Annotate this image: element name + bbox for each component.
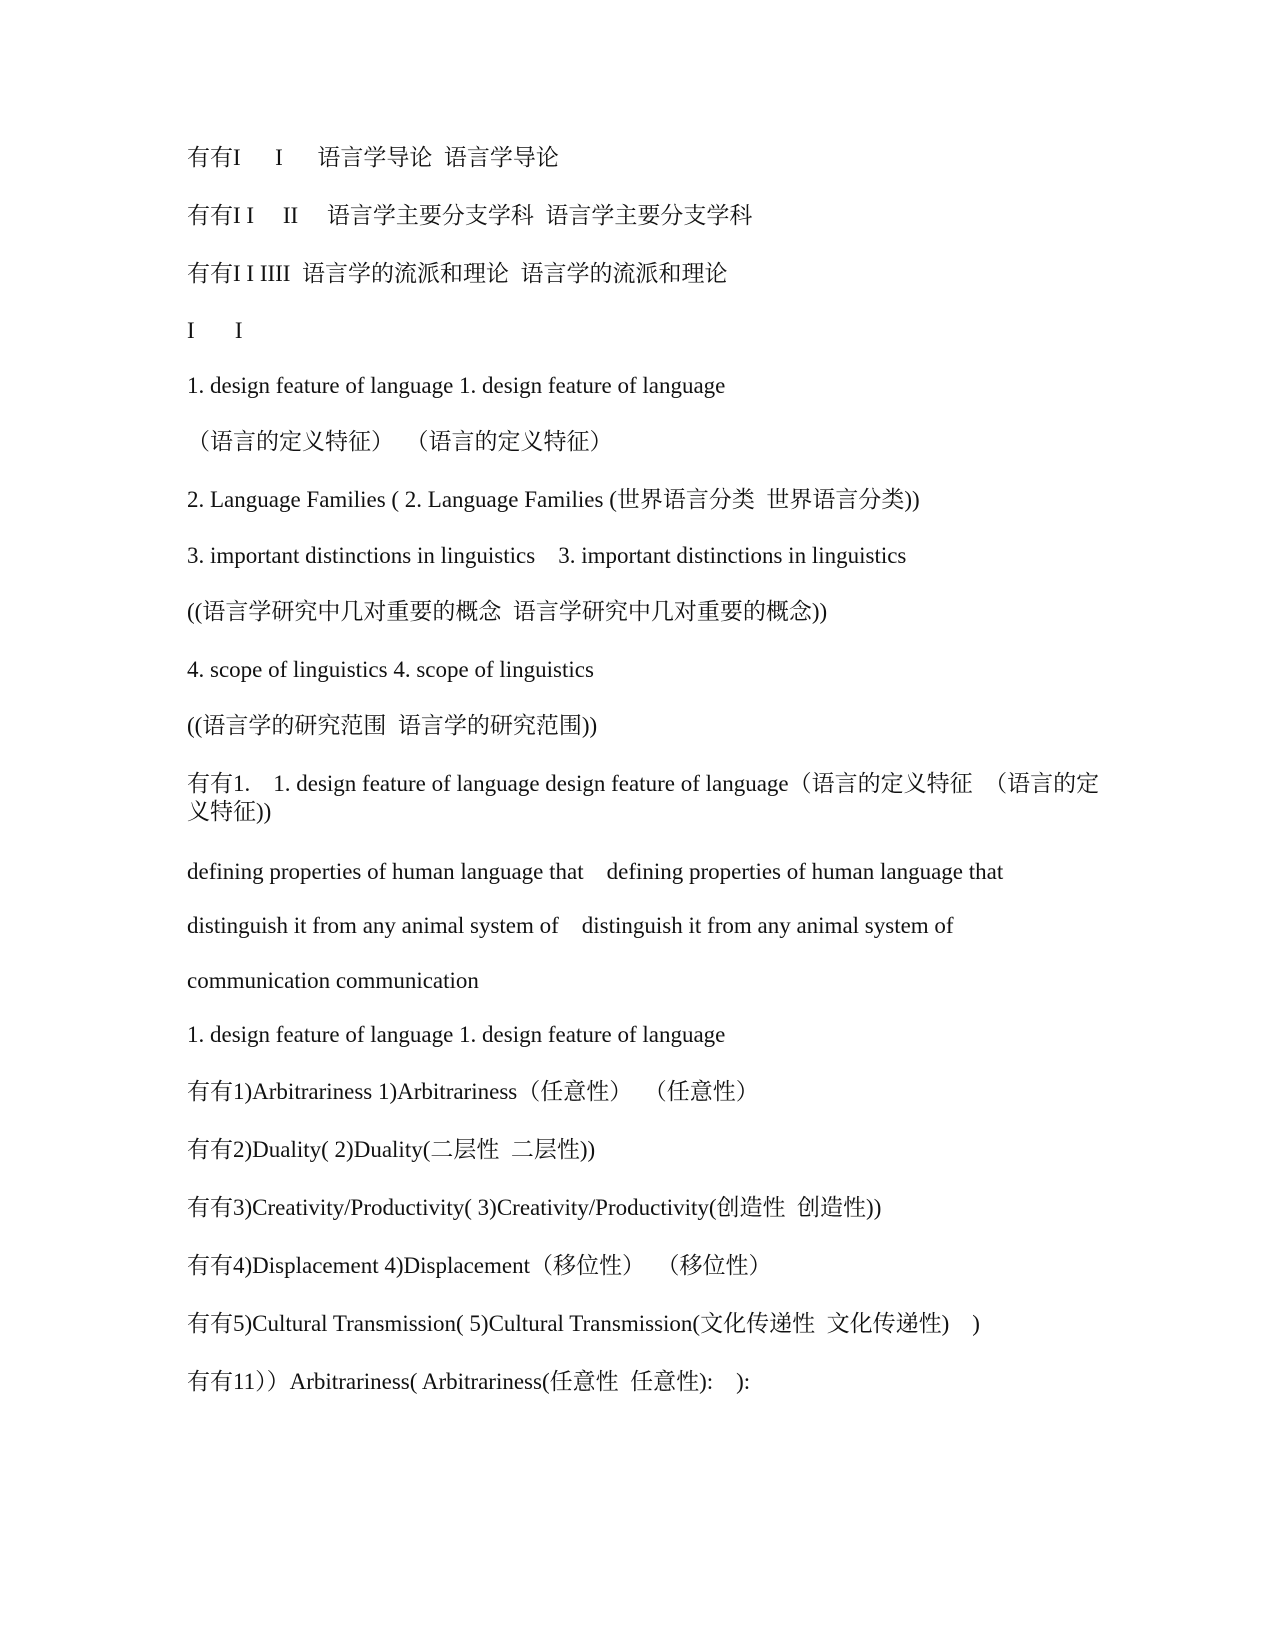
outline-item-4: 4. scope of linguistics 4. scope of linguistics xyxy=(187,657,594,682)
outline-item-3: 3. important distinctions in linguistics 3. important distinctions in linguistics xyxy=(187,543,907,568)
feature-item-4: 有有4)Displacement 4)Displacement（移位性） （移位性） xyxy=(187,1253,772,1278)
arbitrariness-heading: 有有11））Arbitrariness( Arbitrariness(任意性 任意性): ): xyxy=(187,1369,751,1394)
design-feature-heading: 有有1. 1. design feature of language design feature of language（语言的定义特征 （语言的定义特征)) xyxy=(187,771,1100,824)
definition-line-3: communication communication xyxy=(187,968,479,993)
definition-line-2: distinguish it from any animal system of distinguish it from any animal system of xyxy=(187,913,954,938)
outline-item-4-gloss: ((语言学的研究范围 语言学的研究范围)) xyxy=(187,713,598,738)
toc-line-3: 有有I I IIII 语言学的流派和理论 语言学的流派和理论 xyxy=(187,261,728,286)
outline-item-1-gloss: （语言的定义特征） （语言的定义特征） xyxy=(187,429,613,454)
outline-item-1: 1. design feature of language 1. design feature of language xyxy=(187,373,726,398)
outline-item-3-gloss: ((语言学研究中几对重要的概念 语言学研究中几对重要的概念)) xyxy=(187,599,828,624)
toc-line-1: 有有I I 语言学导论 语言学导论 xyxy=(187,145,559,170)
toc-line-2: 有有I I II 语言学主要分支学科 语言学主要分支学科 xyxy=(187,203,753,228)
feature-item-5: 有有5)Cultural Transmission( 5)Cultural Transmission(文化传递性 文化传递性) ) xyxy=(187,1311,980,1336)
feature-item-1: 有有1)Arbitrariness 1)Arbitrariness（任意性） （任意性） xyxy=(187,1079,759,1104)
feature-list-heading: 1. design feature of language 1. design feature of language xyxy=(187,1022,726,1047)
outline-item-2: 2. Language Families ( 2. Language Families (世界语言分类 世界语言分类)) xyxy=(187,487,920,512)
feature-item-2: 有有2)Duality( 2)Duality(二层性 二层性)) xyxy=(187,1137,596,1162)
section-heading: I I xyxy=(187,318,243,343)
feature-item-3: 有有3)Creativity/Productivity( 3)Creativity/Productivity(创造性 创造性)) xyxy=(187,1195,882,1220)
definition-line-1: defining properties of human language that defining properties of human language that xyxy=(187,859,1004,884)
